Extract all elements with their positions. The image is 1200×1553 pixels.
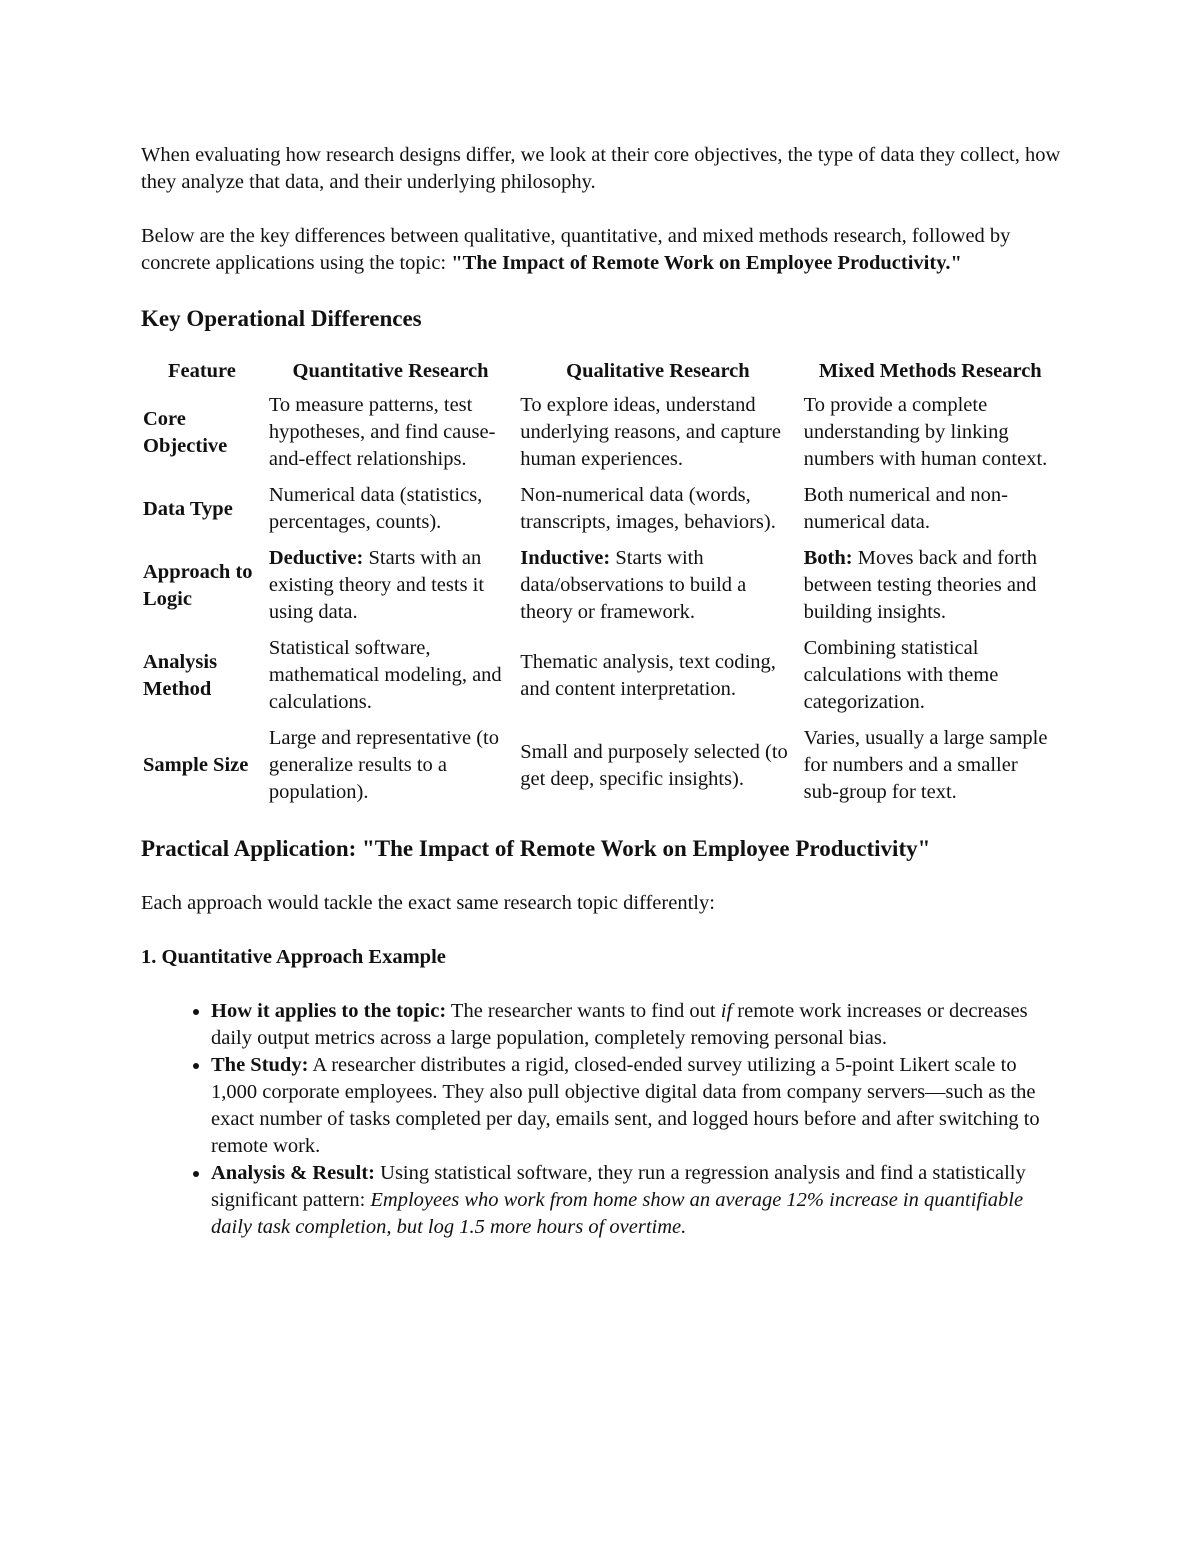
cell-text: Moves back and forth between testing theories and building insights. bbox=[803, 547, 1038, 623]
bullet-lead: How it applies to the topic: bbox=[211, 1000, 447, 1022]
cell-quantitative bbox=[265, 479, 516, 542]
cell-text: Large and representative (to generalize results to a population). bbox=[268, 727, 499, 803]
section-intro: Each approach would tackle the exact same research topic differently: bbox=[141, 892, 715, 914]
section-title-key-differences: Key Operational Differences bbox=[141, 306, 422, 331]
bullet-text: The researcher wants to find out bbox=[446, 1000, 721, 1022]
cell-text: To provide a complete understanding by linking numbers with human context. bbox=[803, 394, 1048, 470]
cell-lead: Deductive: bbox=[268, 547, 364, 569]
intro-paragraph-1: When evaluating how research designs differ, we look at their core objectives, the type of data they collect, how they analyze that data, and their underlying philosophy. bbox=[141, 144, 1061, 193]
table-row bbox=[139, 389, 1061, 479]
cell-text: Starts with data/observations to build a theory or framework. bbox=[520, 547, 747, 623]
table-row bbox=[139, 722, 1061, 812]
cell-mixed bbox=[800, 389, 1061, 479]
cell-mixed bbox=[800, 632, 1061, 722]
header-mixed-methods: Mixed Methods Research bbox=[818, 360, 1042, 382]
bullet-text: Using statistical software, they run a regression analysis and find a statistically significant pattern: bbox=[211, 1162, 1026, 1211]
cell-quantitative bbox=[265, 722, 516, 812]
cell-quantitative bbox=[265, 389, 516, 479]
intro-paragraph-2-text: Below are the key differences between qualitative, quantitative, and mixed methods research, followed by concrete applications using the topic: bbox=[141, 225, 1011, 274]
header-feature: Feature bbox=[167, 360, 236, 382]
cell-text: Non-numerical data (words, transcripts, images, behaviors). bbox=[520, 484, 776, 533]
cell-text: To explore ideas, understand underlying reasons, and capture human experiences. bbox=[520, 394, 781, 470]
bullet-text: A researcher distributes a rigid, closed-ended survey utilizing a 5-point Likert scale to 1,000 corporate employees. They also pull objective digital data from company servers—such as the exact number of tasks completed per day, emails sent, and logged hours before and after switching to remote work. bbox=[211, 1054, 1040, 1157]
list-item bbox=[211, 998, 1061, 1052]
cell-text: Starts with an existing theory and tests it using data. bbox=[268, 547, 485, 623]
cell-qualitative bbox=[516, 632, 799, 722]
cell-mixed bbox=[800, 479, 1061, 542]
table-row bbox=[139, 542, 1061, 632]
cell-text: Combining statistical calculations with theme categorization. bbox=[803, 637, 999, 713]
header-qualitative: Qualitative Research bbox=[566, 360, 750, 382]
cell-lead: Inductive: bbox=[520, 547, 611, 569]
header-quantitative: Quantitative Research bbox=[292, 360, 489, 382]
cell-text: Varies, usually a large sample for numbers and a smaller sub-group for text. bbox=[803, 727, 1048, 803]
row-feature: Analysis Method bbox=[143, 650, 218, 700]
list-item bbox=[211, 1052, 1061, 1160]
cell-mixed bbox=[800, 722, 1061, 812]
cell-text: Statistical software, mathematical modeling, and calculations. bbox=[268, 637, 502, 713]
table-header-row bbox=[139, 358, 1061, 389]
intro-topic: "The Impact of Remote Work on Employee Productivity." bbox=[451, 252, 962, 274]
differences-table bbox=[139, 358, 1061, 812]
cell-qualitative bbox=[516, 479, 799, 542]
bullet-italic: if bbox=[720, 1000, 733, 1022]
table-row bbox=[139, 632, 1061, 722]
row-feature: Core Objective bbox=[143, 407, 228, 457]
row-feature: Approach to Logic bbox=[143, 560, 253, 610]
cell-text: Thematic analysis, text coding, and content interpretation. bbox=[520, 650, 776, 700]
cell-text: Both numerical and non-numerical data. bbox=[803, 484, 1008, 533]
table-row bbox=[139, 479, 1061, 542]
list-item bbox=[211, 1160, 1061, 1241]
cell-lead: Both: bbox=[803, 547, 853, 569]
quantitative-bullet-list bbox=[141, 998, 1061, 1241]
cell-qualitative bbox=[516, 722, 799, 812]
cell-text: Small and purposely selected (to get deep, specific insights). bbox=[520, 740, 788, 790]
intro-paragraph-2 bbox=[141, 223, 1061, 277]
cell-text: To measure patterns, test hypotheses, and find cause-and-effect relationships. bbox=[268, 394, 496, 470]
section-title-practical-application: Practical Application: "The Impact of Remote Work on Employee Productivity" bbox=[141, 836, 931, 861]
row-feature: Sample Size bbox=[143, 754, 249, 776]
bullet-lead: Analysis & Result: bbox=[211, 1162, 376, 1184]
cell-qualitative bbox=[516, 542, 799, 632]
subsection-title-quantitative: 1. Quantitative Approach Example bbox=[141, 946, 446, 968]
cell-qualitative bbox=[516, 389, 799, 479]
bullet-lead: The Study: bbox=[211, 1054, 309, 1076]
row-feature: Data Type bbox=[143, 497, 233, 520]
cell-quantitative bbox=[265, 542, 516, 632]
cell-mixed bbox=[800, 542, 1061, 632]
document-page bbox=[141, 142, 1061, 1241]
bullet-italic: Employees who work from home show an average 12% increase in quantifiable daily task completion, but log 1.5 more hours of overtime. bbox=[211, 1189, 1024, 1238]
cell-text: Numerical data (statistics, percentages, counts). bbox=[268, 484, 483, 533]
bullet-text-end: remote work increases or decreases daily output metrics across a large population, completely removing personal bias. bbox=[211, 1000, 1028, 1049]
cell-quantitative bbox=[265, 632, 516, 722]
